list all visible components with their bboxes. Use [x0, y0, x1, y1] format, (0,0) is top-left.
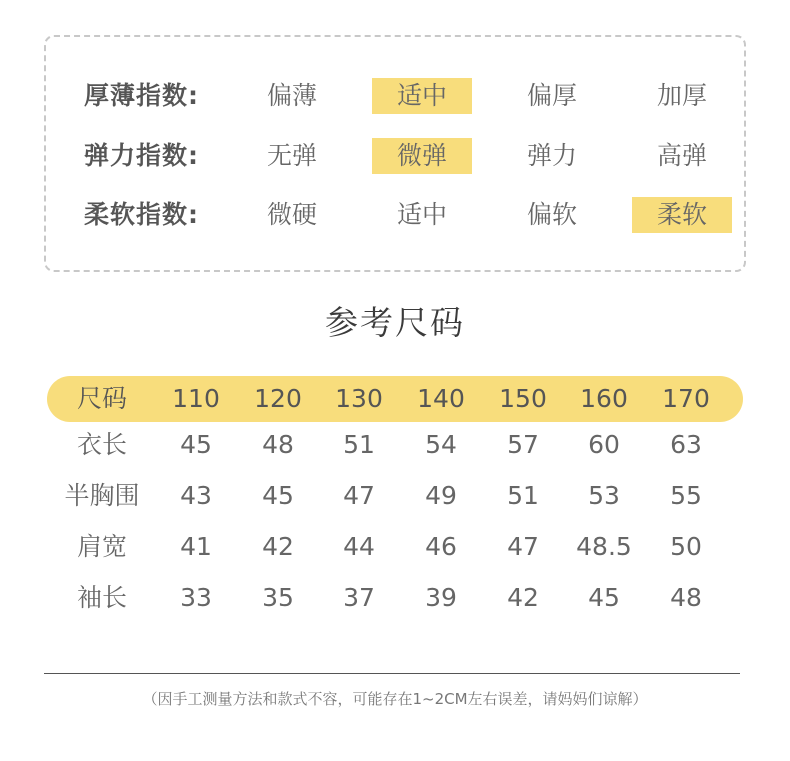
- table-cell: 35: [262, 583, 294, 612]
- index-label: 厚薄指数:: [84, 81, 199, 110]
- table-cell: 45: [262, 481, 294, 510]
- table-cell: 42: [262, 532, 294, 561]
- index-option-selected: 微弹: [372, 138, 472, 174]
- table-cell: 50: [670, 532, 702, 561]
- index-label: 弹力指数:: [84, 141, 199, 170]
- header-cell: 尺码: [76, 384, 127, 413]
- index-option: 弹力: [526, 141, 577, 170]
- table-row: [47, 473, 743, 519]
- table-cell: 60: [588, 430, 620, 459]
- header-cell: 130: [335, 384, 383, 413]
- table-cell: 41: [180, 532, 212, 561]
- fabric-index-panel: [44, 35, 746, 272]
- table-cell: 49: [425, 481, 457, 510]
- table-cell: 43: [180, 481, 212, 510]
- table-cell: 53: [588, 481, 620, 510]
- header-cell: 150: [499, 384, 547, 413]
- index-row-softness: [46, 197, 744, 233]
- row-label: 袖长: [76, 583, 127, 612]
- table-cell: 46: [425, 532, 457, 561]
- index-option: 偏软: [526, 200, 577, 229]
- size-table-header: [47, 376, 743, 422]
- table-cell: 33: [180, 583, 212, 612]
- table-cell: 47: [343, 481, 375, 510]
- row-label: 衣长: [76, 430, 127, 459]
- table-cell: 48.5: [576, 532, 632, 561]
- row-label: 肩宽: [76, 532, 127, 561]
- header-cell: 110: [172, 384, 220, 413]
- table-row: [47, 422, 743, 468]
- index-option: 高弹: [656, 141, 707, 170]
- table-cell: 57: [507, 430, 539, 459]
- table-cell: 54: [425, 430, 457, 459]
- table-cell: 51: [343, 430, 375, 459]
- row-label: 半胸围: [64, 481, 140, 510]
- index-option-selected: 适中: [372, 78, 472, 114]
- table-cell: 44: [343, 532, 375, 561]
- index-row-elasticity: [46, 138, 744, 174]
- index-option: 偏厚: [526, 81, 577, 110]
- header-cell: 120: [254, 384, 302, 413]
- header-cell: 160: [580, 384, 628, 413]
- table-cell: 37: [343, 583, 375, 612]
- table-cell: 48: [262, 430, 294, 459]
- table-cell: 48: [670, 583, 702, 612]
- index-row-thickness: [46, 78, 744, 114]
- table-cell: 55: [670, 481, 702, 510]
- footnote: （因手工测量方法和款式不容，可能存在1~2CM左右误差，请妈妈们谅解）: [142, 690, 648, 708]
- index-option: 无弹: [266, 141, 317, 170]
- table-cell: 47: [507, 532, 539, 561]
- index-option: 微硬: [266, 200, 317, 229]
- divider: [44, 673, 740, 674]
- table-row: [47, 524, 743, 570]
- table-cell: 45: [588, 583, 620, 612]
- index-option: 加厚: [656, 81, 707, 110]
- header-cell: 170: [662, 384, 710, 413]
- table-cell: 42: [507, 583, 539, 612]
- table-cell: 45: [180, 430, 212, 459]
- index-option-selected: 柔软: [632, 197, 732, 233]
- section-title: 参考尺码: [325, 303, 465, 342]
- header-cell: 140: [417, 384, 465, 413]
- index-option: 适中: [396, 200, 447, 229]
- index-label: 柔软指数:: [84, 200, 199, 229]
- table-row: [47, 575, 743, 621]
- table-cell: 39: [425, 583, 457, 612]
- table-cell: 51: [507, 481, 539, 510]
- table-cell: 63: [670, 430, 702, 459]
- index-option: 偏薄: [266, 81, 317, 110]
